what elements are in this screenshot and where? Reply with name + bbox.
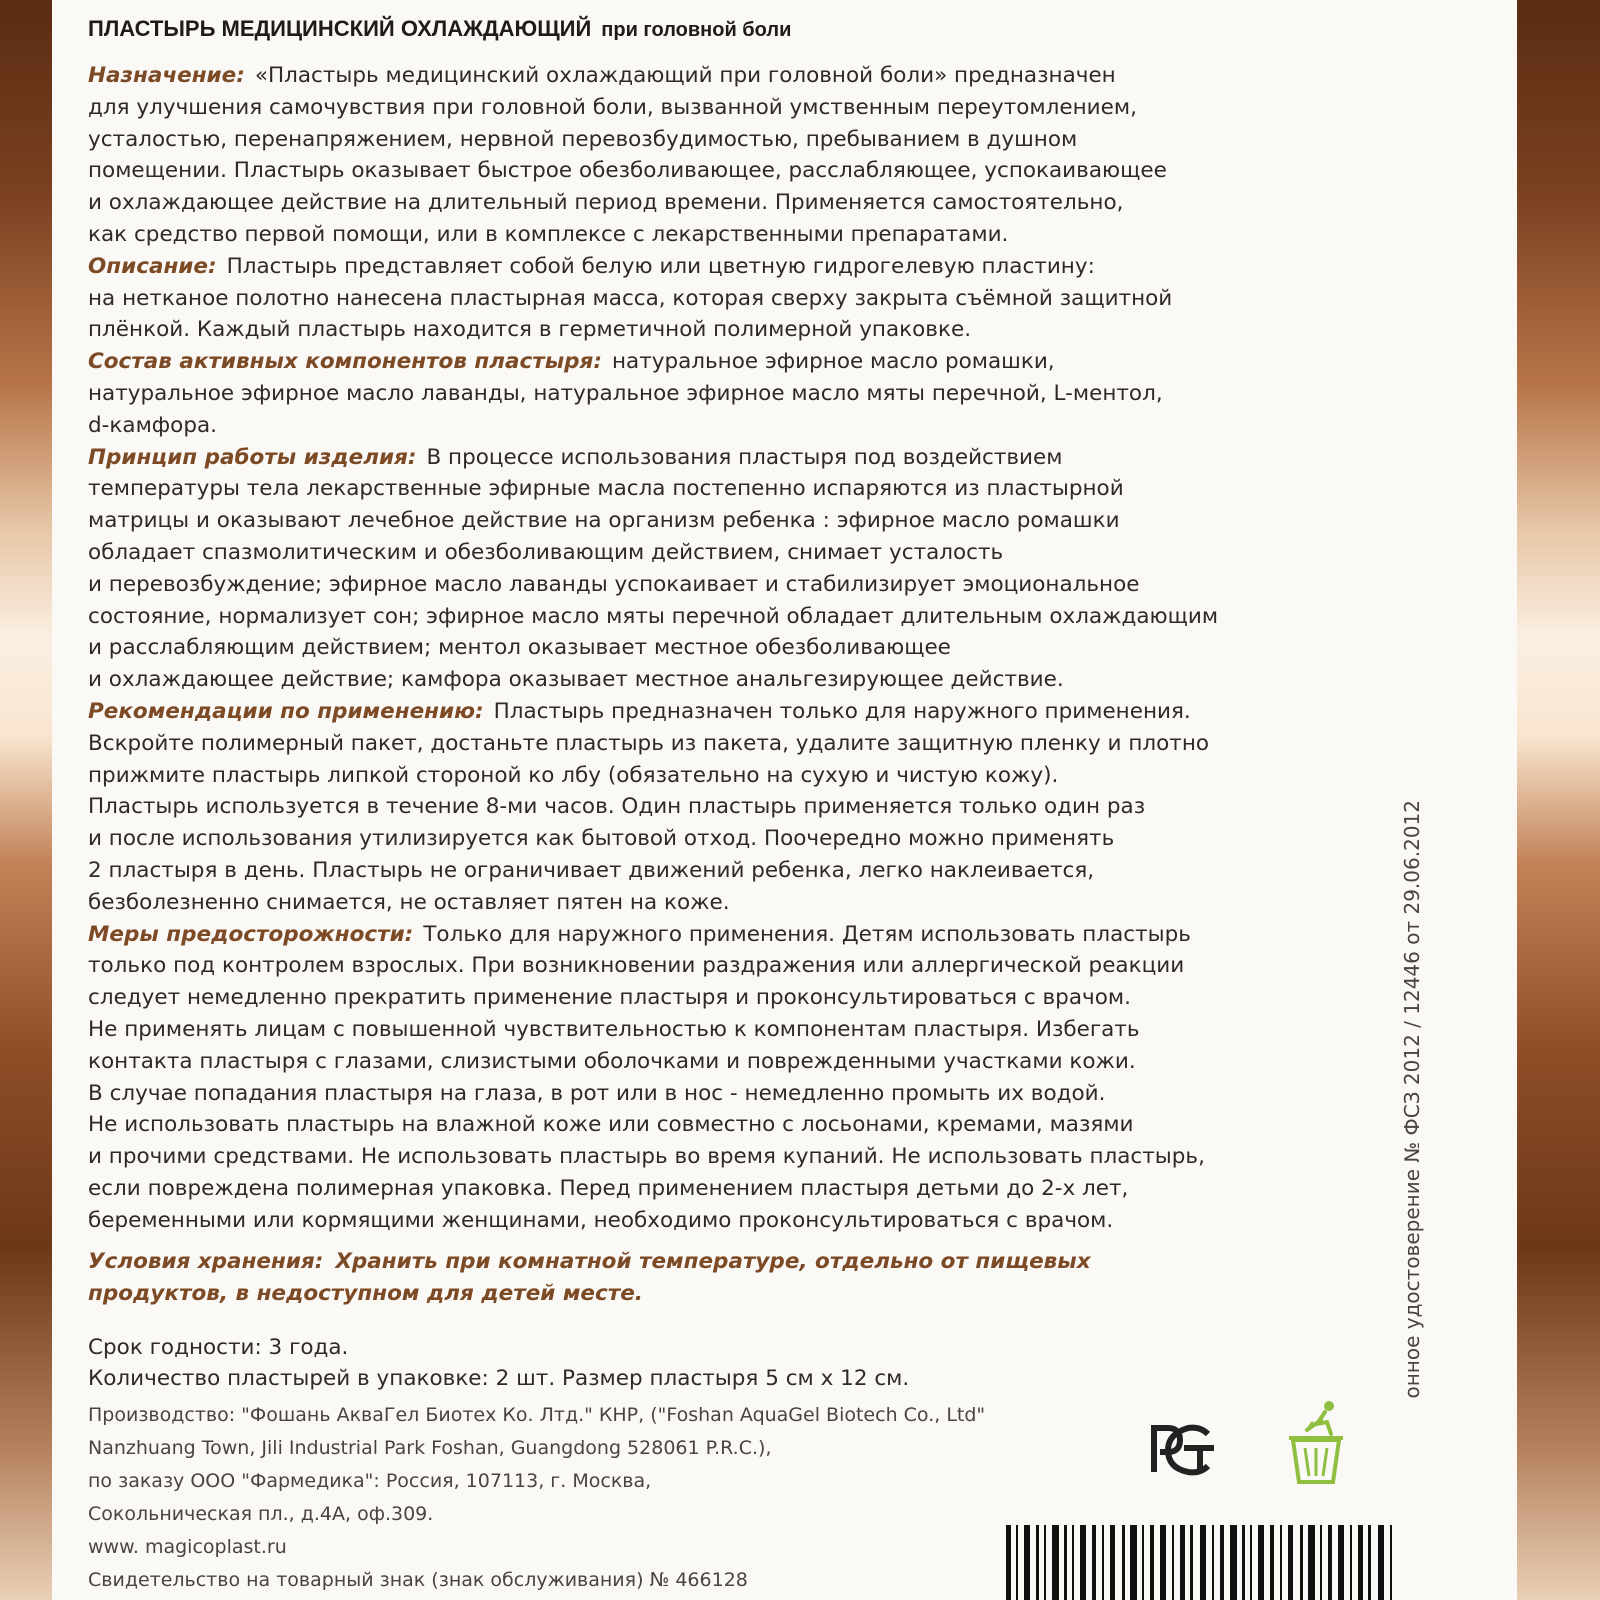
section-heading: Меры предосторожности:: [88, 921, 414, 947]
section-principle: [88, 442, 1418, 696]
section-storage: [88, 1246, 1418, 1310]
section-purpose: [88, 60, 1418, 251]
shelf-life: Срок годности: 3 года.: [88, 1334, 349, 1360]
section-heading: Принцип работы изделия:: [88, 444, 417, 470]
storage-text: Хранить при комнатной температуре, отдельно от пищевых продуктов, в недоступном для детей месте.: [88, 1249, 1091, 1307]
section-text: Только для наружного применения. Детям использовать пластырь только под контролем взрослых. При возникновении раздражения или аллергической реакции следует немедленно прекратить применение пластыря и проконсультироваться с врачом. Не применять лицам с повышенной чувствительностью к компонентам пластыря. Избегать контакта пластыря с глазами, слизистыми оболочками и поврежденными участками кожи. В случае попадания пластыря на глаза, в рот или в нос - немедленно промыть их водой. Не использовать пластырь на влажной коже или совместно с лосьонами, кремами, мазями и прочими средствами. Не использовать пластырь во время купаний. Не использовать пластырь, если повреждена полимерная упаковка. Перед применением пластыря детьми до 2-х лет, беременными или кормящими женщинами, необходимо проконсультироваться с врачом.: [88, 921, 1205, 1233]
section-description: [88, 251, 1418, 346]
storage-heading: Условия хранения:: [88, 1249, 324, 1275]
product-title: [88, 16, 791, 42]
section-text: натуральное эфирное масло ромашки, натуральное эфирное масло лаванды, натуральное эфирное масло мяты перечной, L-ментол, d-камфора.: [88, 349, 1163, 438]
label-body: [88, 60, 1418, 1597]
section-heading: Назначение:: [88, 63, 245, 88]
section-text: Пластырь представляет собой белую или цветную гидрогелевую пластину: на нетканое полотно нанесена пластырная масса, которая сверху закрыта съёмной защитной плёнкой. Каждый пластырь находится в герметичной полимерной упаковке.: [88, 253, 1173, 343]
manufacturer-info: Производство: "Фошань АкваГел Биотех Ко. Лтд." КНР, ("Foshan AquaGel Biotech Co., Ltd" Nanzhuang Town, Jili Industrial Park Foshan, Guangdong 528061 P.R.C.), по заказу ООО "Фармедика": Россия, 107113, г. Москва, Сокольническая пл., д.4А, оф.309. www. magicoplast.ru Свидетельство на товарный знак (знак обслуживания) № 466128: [88, 1404, 986, 1592]
section-text: «Пластырь медицинский охлаждающий при головной боли» предназначен для улучшения самочувствия при головной боли, вызванной умственным переутомлением, усталостью, перенапряжением, нервной перевозбудимостью, пребыванием в душном помещении. Пластырь оказывает быстрое обезболивающее, расслабляющее, успокаивающее и охлаждающее действие на длительный период времени. Применяется самостоятельно, как средство первой помощи, или в комплексе с лекарственными препаратами.: [88, 63, 1167, 247]
section-heading: Состав активных компонентов пластыря:: [88, 349, 602, 375]
section-composition: [88, 346, 1418, 441]
section-text: Пластырь предназначен только для наружного применения. Вскройте полимерный пакет, достаньте пластырь из пакета, удалите защитную пленку и плотно прижмите пластырь липкой стороной ко лбу (обязательно на сухую и чистую кожу). Пластырь используется в течение 8-ми часов. Один пластырь применяется только один раз и после использования утилизируется как бытовой отход. Поочередно можно применять 2 пластыря в день. Пластырь не ограничивает движений ребенка, легко наклеивается, безболезненно снимается, не оставляет пятен на коже.: [88, 698, 1210, 915]
section-text: В процессе использования пластыря под воздействием температуры тела лекарственные эфирные масла постепенно испаряются из пластырной матрицы и оказывают лечебное действие на организм ребенка : эфирное масло ромашки обладает спазмолитическим и обезболивающим действием, снимает усталость и перевозбуждение; эфирное масло лаванды успокаивает и стабилизирует эмоциональное состояние, нормализует сон; эфирное масло мяты перечной обладает длительным охлаждающим и расслабляющим действием; ментол оказывает местное обезболивающее и охлаждающее действие; камфора оказывает местное анальгезирующее действие.: [88, 444, 1219, 693]
registration-certificate: онное удостоверение № ФСЗ 2012 / 12446 от 29.06.2012: [1400, 800, 1424, 1399]
barcode: [1000, 1525, 1400, 1600]
title-sub: при головной боли: [601, 19, 792, 41]
section-heading: Описание:: [88, 253, 217, 279]
title-main: ПЛАСТЫРЬ МЕДИЦИНСКИЙ ОХЛАЖДАЮЩИЙ: [88, 16, 592, 41]
recycle-bin-icon: [1285, 1400, 1355, 1484]
section-recommendations: [88, 696, 1418, 919]
section-precautions: [88, 919, 1418, 1237]
package-quantity: Количество пластырей в упаковке: 2 шт. Размер пластыря 5 см х 12 см.: [88, 1366, 910, 1392]
pct-certification-icon: [1138, 1420, 1218, 1480]
section-heading: Рекомендации по применению:: [88, 698, 484, 724]
